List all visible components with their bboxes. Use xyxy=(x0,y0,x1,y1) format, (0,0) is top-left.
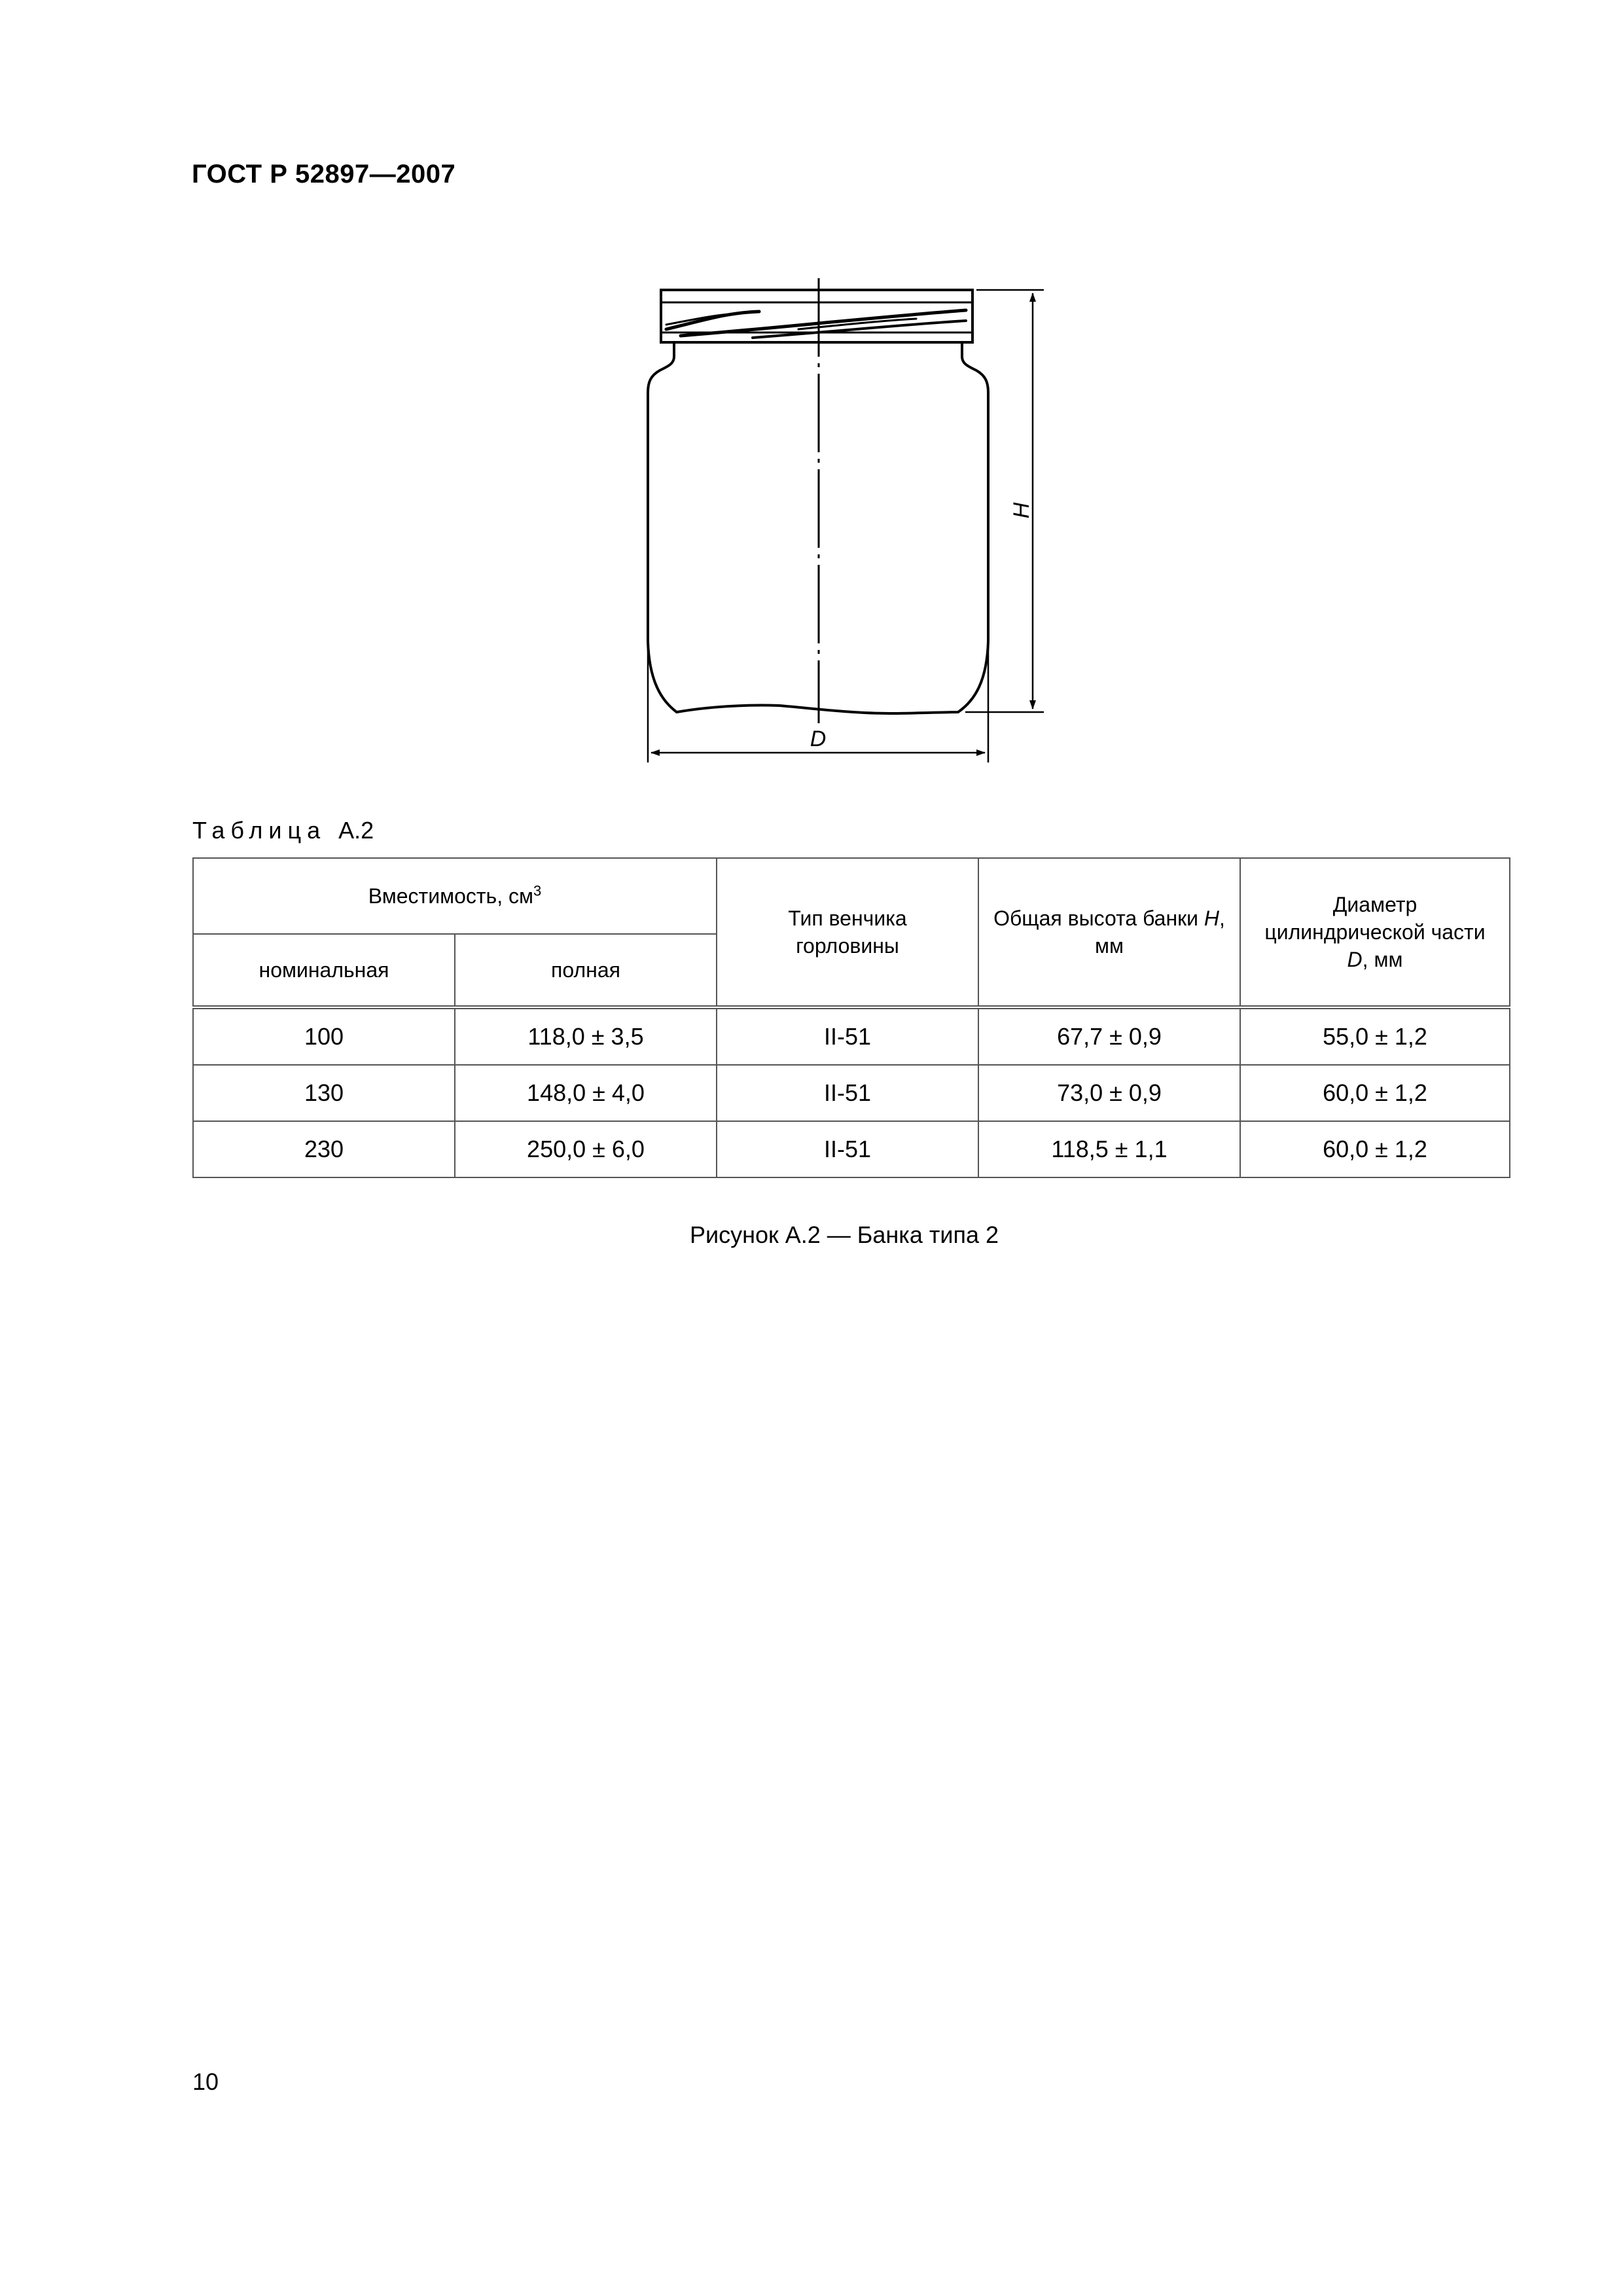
header-height-unit: мм xyxy=(1095,934,1124,958)
cell-full: 118,0 ± 3,5 xyxy=(455,1007,717,1065)
cell-full: 250,0 ± 6,0 xyxy=(455,1121,717,1177)
diameter-symbol: D xyxy=(1347,948,1363,971)
cell-nominal: 230 xyxy=(193,1121,455,1177)
document-header: ГОСТ Р 52897—2007 xyxy=(192,160,456,188)
header-neck-type xyxy=(717,858,978,1007)
cell-neck-type: II-51 xyxy=(717,1065,978,1121)
table-row xyxy=(193,1007,1510,1065)
capacity-unit-power: 3 xyxy=(533,882,542,899)
page-number: 10 xyxy=(192,2068,219,2095)
cell-full: 148,0 ± 4,0 xyxy=(455,1065,717,1121)
header-nominal: номинальная xyxy=(193,934,455,1007)
header-full: полная xyxy=(455,934,717,1007)
cell-nominal: 130 xyxy=(193,1065,455,1121)
thread-lines xyxy=(666,310,966,338)
table-caption-word: Таблица xyxy=(192,817,327,844)
cell-height: 67,7 ± 0,9 xyxy=(978,1007,1240,1065)
height-dimension xyxy=(965,290,1044,712)
figure-caption: Рисунок А.2 — Банка типа 2 xyxy=(689,1221,999,1248)
cell-nominal: 100 xyxy=(193,1007,455,1065)
cell-diameter: 60,0 ± 1,2 xyxy=(1240,1121,1510,1177)
header-capacity: Вместимость, $см^3$ xyxy=(193,858,717,934)
cell-neck-type: II-51 xyxy=(717,1121,978,1177)
spec-table xyxy=(192,857,1510,1178)
table-row xyxy=(193,1065,1510,1121)
table-row xyxy=(193,1121,1510,1177)
height-symbol: H xyxy=(1204,906,1220,930)
cell-neck-type: II-51 xyxy=(717,1007,978,1065)
header-neck-type-line2: горловины xyxy=(796,934,899,958)
dimension-label-d: D xyxy=(810,726,827,751)
cell-height: 118,5 ± 1,1 xyxy=(978,1121,1240,1177)
table-caption xyxy=(192,817,374,844)
jar-drawing xyxy=(0,0,1623,812)
cell-height: 73,0 ± 0,9 xyxy=(978,1065,1240,1121)
header-height: Общая высота банки H, мм xyxy=(978,858,1240,1007)
dimension-label-h: H xyxy=(1009,502,1034,519)
header-neck-type-line1: Тип венчика xyxy=(788,906,907,930)
cell-diameter: 55,0 ± 1,2 xyxy=(1240,1007,1510,1065)
header-diameter: Диаметр цилиндрической части D, мм xyxy=(1240,858,1510,1007)
table-caption-number: А.2 xyxy=(338,817,374,844)
cell-diameter: 60,0 ± 1,2 xyxy=(1240,1065,1510,1121)
